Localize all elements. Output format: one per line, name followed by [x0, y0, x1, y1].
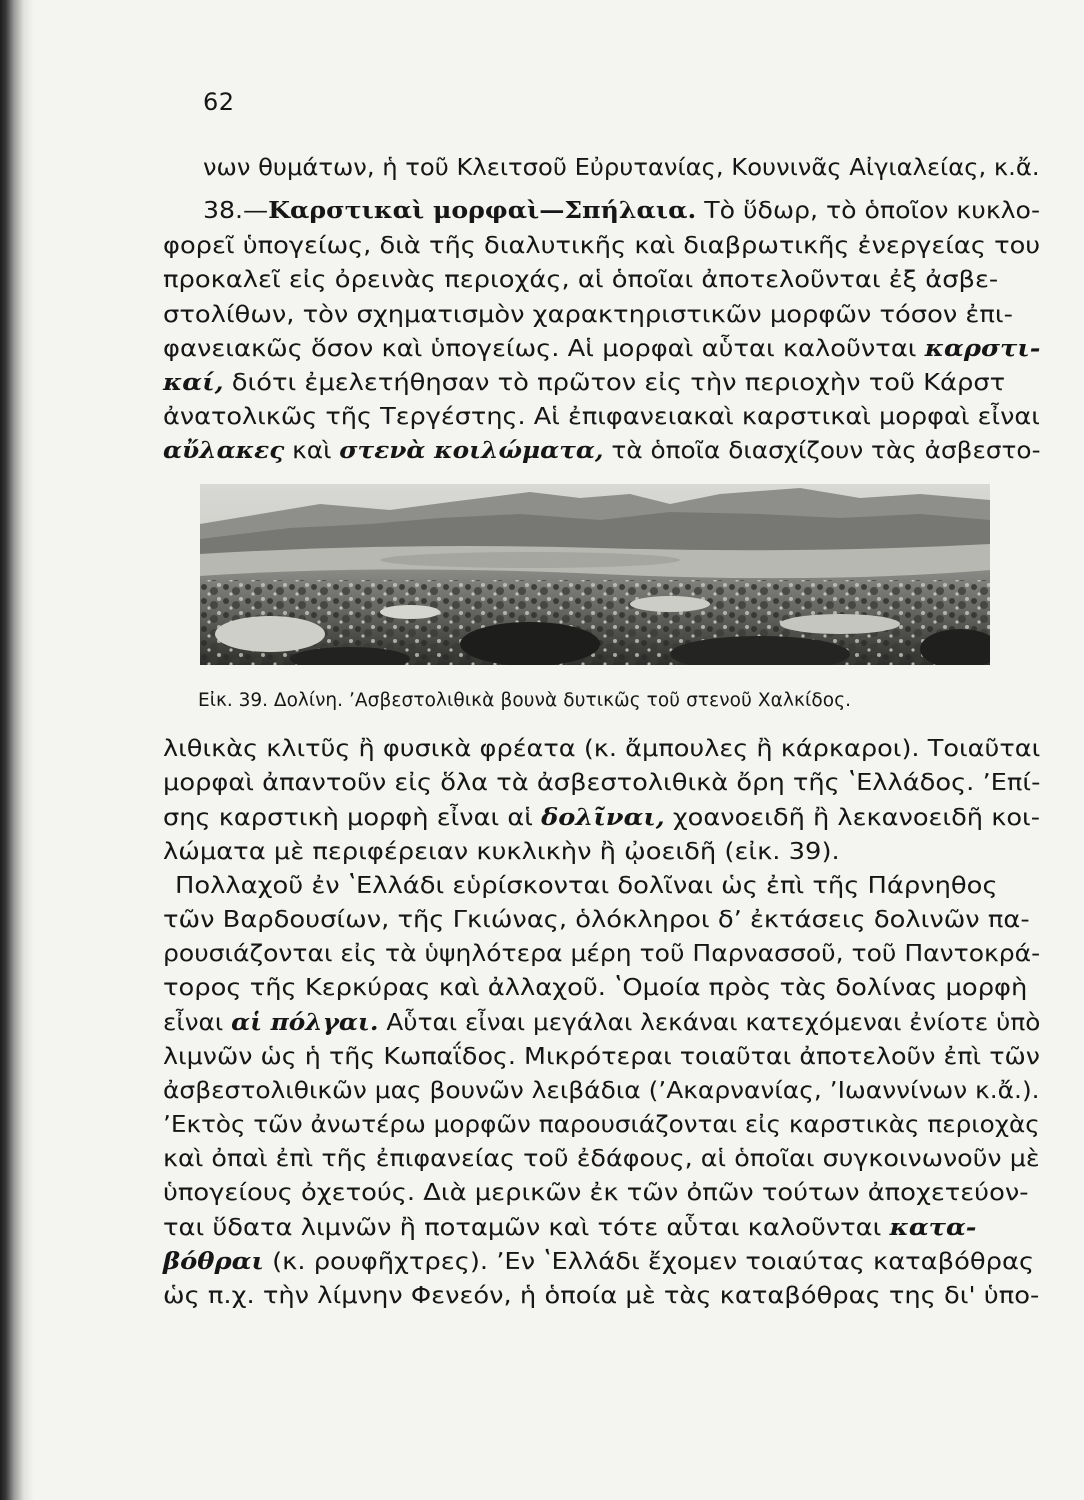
- text-line: τορος τῆς Κερκύρας καὶ ἀλλαχοῦ. ʽΟμοία πρὸς τὰς δολίνας μορφὴ: [163, 975, 1028, 1001]
- page-number: 62: [203, 88, 235, 116]
- text-line: [163, 1247, 1034, 1277]
- term-dolinai: δολῖναι,: [541, 804, 665, 831]
- text-line: ἀσβεστολιθικῶν μας βουνῶν λειβάδια (ʼΑκαρνανίας, ʼΙωαννίνων κ.ἄ.).: [163, 1078, 1040, 1104]
- text-line: τῶν Βαρδουσίων, τῆς Γκιώνας, ὁλόκληροι δʼ ἐκτάσεις δολινῶν πα-: [163, 907, 1030, 933]
- text-line: ὡς π.χ. τὴν λίμνην Φενεόν, ἡ ὁποία μὲ τὰς καταβόθρας της δι' ὑπο-: [163, 1283, 1040, 1309]
- text-run: Τὸ ὕδωρ, τὸ ὁποῖον κυκλο-: [696, 198, 1041, 224]
- text-line: [163, 1213, 977, 1243]
- text-line: καὶ ὀπαὶ ἐπὶ τῆς ἐπιφανείας τοῦ ἐδάφους, αἱ ὁποῖαι συγκοινωνοῦν μὲ: [163, 1146, 1040, 1172]
- text-line: λιμνῶν ὡς ἡ τῆς Κωπαΐδος. Μικρότεραι τοιαῦται ἀποτελοῦν ἐπὶ τῶν: [163, 1044, 1040, 1070]
- text-line: προκαλεῖ εἰς ὀρεινὰς περιοχάς, αἱ ὁποῖαι ἀποτελοῦνται ἐξ ἀσβε-: [163, 267, 999, 293]
- text-line: Πολλαχοῦ ἐν ʽΕλλάδι εὑρίσκονται δολῖναι ὡς ἐπὶ τῆς Πάρνηθος: [175, 873, 998, 899]
- text-line: [163, 436, 1041, 466]
- text-run: εἶναι: [163, 1010, 232, 1036]
- text-run: ται ὕδατα λιμνῶν ἢ ποταμῶν καὶ τότε αὗται καλοῦνται: [163, 1215, 890, 1241]
- section-38-heading-line: [203, 196, 1040, 226]
- section-number: 38.—: [203, 198, 269, 224]
- text-run: καὶ: [284, 438, 340, 464]
- text-line: ὑπογείους ὀχετούς. Διὰ μερικῶν ἐκ τῶν ὀπῶν τούτων ἀποχετεύον-: [163, 1180, 1029, 1206]
- text-line: φορεῖ ὑπογείως, διὰ τῆς διαλυτικῆς καὶ διαβρωτικῆς ἐνεργείας του: [163, 233, 1041, 259]
- text-line: νων θυμάτων, ἡ τοῦ Κλειτσοῦ Εὐρυτανίας, Κουνινᾶς Αἰγιαλείας, κ.ἄ.: [203, 155, 1040, 181]
- landscape-image: [200, 484, 990, 665]
- text-line: ἀνατολικῶς τῆς Τεργέστης. Αἱ ἐπιφανειακαὶ καρστικαὶ μορφαὶ εἶναι: [163, 404, 1040, 430]
- text-line: στολίθων, τὸν σχηματισμὸν χαρακτηριστικῶν μορφῶν τόσον ἐπι-: [163, 302, 1013, 328]
- text-run: χοανοειδῆ ἢ λεκανοειδῆ κοι-: [664, 805, 1041, 831]
- text-run: σης καρστικὴ μορφὴ εἶναι αἱ: [163, 805, 542, 831]
- figure-caption-text: ʼΑσβεστολιθικὰ βουνὰ δυτικῶς τοῦ στενοῦ Χαλκίδος.: [348, 690, 852, 711]
- text-run: διότι ἐμελετήθησαν τὸ πρῶτον εἰς τὴν περιοχὴν τοῦ Κάρστ: [223, 370, 1006, 396]
- page-binding-edge: [0, 0, 34, 1500]
- figure-label: Εἰκ. 39. Δολίνη.: [198, 690, 344, 711]
- text-line: μορφαὶ ἀπαντοῦν εἰς ὅλα τὰ ἀσβεστολιθικὰ ὄρη τῆς ʽΕλλάδος. ʼΕπί-: [163, 770, 1041, 796]
- term-katavothrai: κατα-: [889, 1214, 977, 1241]
- term-katavothrai-cont: βόθραι: [163, 1248, 264, 1275]
- term-karstikai: καρστι-: [924, 335, 1041, 362]
- text-run: (κ. ρουφῆχτρες). ʼΕν ʽΕλλάδι ἔχομεν τοιαύτας καταβόθρας: [263, 1249, 1035, 1275]
- text-line: [163, 803, 1040, 833]
- text-line: ʼΕκτὸς τῶν ἀνωτέρω μορφῶν παρουσιάζονται εἰς καρστικὰς περιοχὰς: [163, 1112, 1040, 1138]
- text-line: [163, 368, 1005, 398]
- text-run: τὰ ὁποῖα διασχίζουν τὰς ἀσβεστο-: [603, 438, 1041, 464]
- text-line: [163, 1008, 1040, 1038]
- term-aulakes: αὔλακες: [163, 437, 285, 464]
- text-run: Αὗται εἶναι μεγάλαι λεκάναι κατεχόμεναι ἐνίοτε ὑπὸ: [378, 1010, 1041, 1036]
- text-run: φανειακῶς ὅσον καὶ ὑπογείως. Αἱ μορφαὶ αὗται καλοῦνται: [163, 336, 925, 362]
- term-polgai: αἱ πόλγαι.: [231, 1009, 379, 1036]
- figure-caption: [198, 690, 851, 711]
- text-line: [163, 334, 1040, 364]
- text-line: λώματα μὲ περιφέρειαν κυκλικὴν ἢ ᾠοειδῆ (εἰκ. 39).: [163, 839, 840, 865]
- text-line: λιθικὰς κλιτῦς ἢ φυσικὰ φρέατα (κ. ἄμπουλες ἢ κάρκαροι). Τοιαῦται: [163, 736, 1041, 762]
- term-karstikai-cont: καί,: [163, 369, 224, 396]
- text-line: ρουσιάζονται εἰς τὰ ὑψηλότερα μέρη τοῦ Παρνασσοῦ, τοῦ Παντοκρά-: [163, 941, 1041, 967]
- section-title: Καρστικαὶ μορφαὶ—Σπήλαια.: [268, 197, 697, 224]
- doline-photograph: [200, 484, 990, 665]
- term-stena-koilomata: στενὰ κοιλώματα,: [339, 437, 604, 464]
